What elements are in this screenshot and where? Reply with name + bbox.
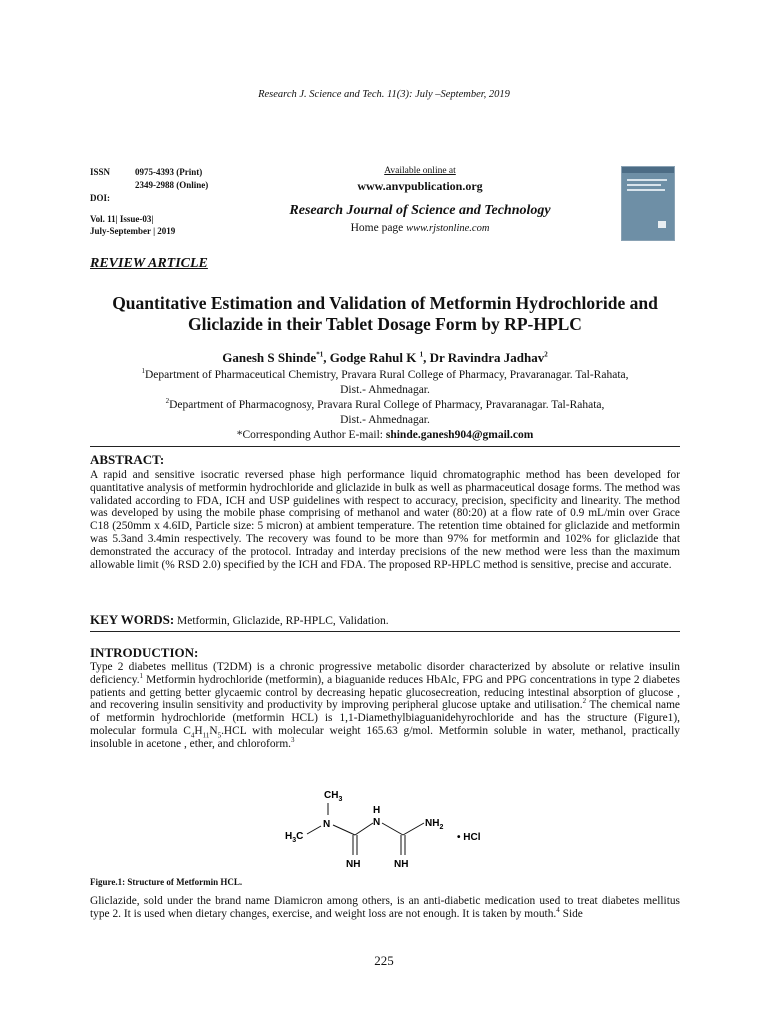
keywords-heading: KEY WORDS:	[90, 612, 175, 627]
affiliation-1: Department of Pharmaceutical Chemistry, Pravara Rural College of Pharmacy, Pravaranagar. Tal-Rahata,	[144, 369, 629, 381]
nh2-label: $NH_2$	[425, 818, 444, 831]
availability	[310, 166, 530, 194]
keywords	[90, 612, 389, 628]
reference-2: 2	[582, 697, 587, 706]
nh-left-label: NH	[346, 859, 361, 870]
corresponding-label: *Corresponding Author E-mail:	[236, 429, 383, 441]
corresponding-email[interactable]: shinde.ganesh904@gmail.com	[385, 429, 534, 441]
introduction-heading: INTRODUCTION:	[90, 645, 199, 660]
volume-info	[90, 213, 175, 237]
introduction-paragraph-2: Gliclazide, sold under the brand name Diamicron among others, is an anti-diabetic medication used to treat diabetes mellitus type 2. It is used when dietary changes, exercise, and weight loss are not enough. It is taken by mouth.$^4$ Side	[90, 895, 680, 920]
introduction-paragraph-1: Type 2 diabetes mellitus (T2DM) is a chronic progressive metabolic disorder characterized by absolute or relative insulin deficiency.$^1$ Metformin hydrochloride (metformin), a biaguanide reduces HbAlc, FPG and PPG concentrations in type 2 diabetes patients and getting better glycaemic control by decreasing hepatic glucosecreation, reducing intestinal absorption of glucose , and recovering insulin sensitivity and productivity by improving peripheral glucose uptake and utilisation.$^2$ The chemical name of metformin hydrochloride (metformin HCL) is 1,1-Diamethylbiaguanidehyrochloride and has the structure (Figure1), molecular formula $C_4H_{11}N_5.HCL$ with molecular weight 165.63 g/mol. Metformin soluble in water, methanol, practically insoluble in acetone , ether, and chloroform.$^3$	[90, 661, 681, 750]
issn-online: 2349-2988 (Online)	[135, 180, 209, 190]
affiliation-2-district: Dist.- Ahmednagar.	[340, 414, 430, 426]
homepage-label: Home page	[350, 222, 404, 234]
keywords-text: Metformin, Gliclazide, RP-HPLC, Validation.	[177, 615, 389, 627]
n1-label: N	[323, 819, 331, 830]
divider	[90, 446, 680, 447]
ch3-label: $CH_3$	[324, 790, 343, 803]
journal-name: Research Journal of Science and Technology	[289, 203, 551, 218]
reference-1: 1	[139, 672, 144, 680]
available-online-label: Available online at	[384, 166, 456, 176]
author-2: Godge Rahul K	[329, 350, 417, 365]
abstract-text: A rapid and sensitive isocratic reversed phase high performance liquid chromatographic method has been developed for quantitative analysis of metformin hydrochloride and gliclazide in bulk as well as pharmaceutical dosage forms. The method was validated according to FDA, ICH and USP guidelines with respect to accuracy, precision, specificity and linearity. The method was developed by using the mobile phase comprising of methanol and water (80:20) at a flow rate of 0.9 mL/min over Grace C18 (250mm x 4.6ID, Particle size: 5 micron) at ambient temperature. The retention time obtained for gliclazide and metformin was 5.3and 3.4min respectively. The recovery was found to be more than 97% for metformin and 102% for gliclazide that demonstrated the accuracy of the protocol. Intraday and interday precisions of the new method were less than the maximum allowable limit (% RSD 2.0) specified by the ICH and FDA. The proposed RP-HPLC method is sensitive, precise and accurate.	[90, 469, 680, 571]
affiliation-1-district: Dist.- Ahmednagar.	[340, 384, 430, 396]
nh-right-label: NH	[394, 859, 409, 870]
article-type: REVIEW ARTICLE	[90, 256, 208, 271]
issn-block	[90, 166, 208, 205]
authors: Ganesh S Shinde$^{*1}$, Godge Rahul K $^1$, Dr Ravindra Jadhav$^2$	[222, 350, 548, 365]
reference-4: 4	[556, 906, 560, 914]
author-3: Dr Ravindra Jadhav	[429, 350, 545, 365]
journal-homepage	[270, 222, 570, 234]
running-head: Research J. Science and Tech. 11(3): July –September, 2019	[258, 89, 510, 100]
author-1: Ganesh S Shinde	[222, 350, 317, 365]
affiliations: $^1$Department of Pharmaceutical Chemistry, Pravara Rural College of Pharmacy, Pravaranagar. Tal-Rahata, Dist.- Ahmednagar. $^2$Department of Pharmacognosy, Pravara Rural College of Pharmacy, Pravaranagar. Tal-Rahata, Dist.- Ahmednagar. *Corresponding Author E-mail: shinde.ganesh904@gmail.com	[90, 368, 680, 443]
figure-caption: Figure.1: Structure of Metformin HCL.	[90, 877, 243, 887]
page-number: 225	[374, 953, 394, 968]
homepage-url[interactable]: www.rjstonline.com	[406, 223, 490, 234]
issn-label: ISSN	[90, 167, 111, 177]
volume-period: July-September | 2019	[90, 226, 176, 236]
h-label: H	[373, 805, 381, 816]
issn-print: 0975-4393 (Print)	[135, 167, 203, 177]
publisher-url[interactable]: www.anvpublication.org	[357, 179, 483, 193]
divider	[90, 631, 680, 632]
h3c-label: $H_3C$	[285, 831, 304, 844]
metformin-structure-figure	[280, 785, 500, 875]
journal-cover-thumbnail	[621, 166, 675, 241]
affiliation-2: Department of Pharmacognosy, Pravara Rural College of Pharmacy, Pravaranagar. Tal-Rahata,	[169, 399, 605, 411]
article-title: Quantitative Estimation and Validation of Metformin Hydrochloride and Gliclazide in their Tablet Dosage Form by RP-HPLC	[112, 293, 658, 334]
abstract-heading: ABSTRACT:	[90, 452, 165, 467]
doi-label: DOI:	[90, 193, 110, 203]
hcl-label: • HCl	[457, 832, 481, 843]
reference-3: 3	[291, 735, 295, 744]
n2-label: N	[373, 817, 381, 828]
volume-issue: Vol. 11| Issue-03|	[90, 214, 154, 224]
